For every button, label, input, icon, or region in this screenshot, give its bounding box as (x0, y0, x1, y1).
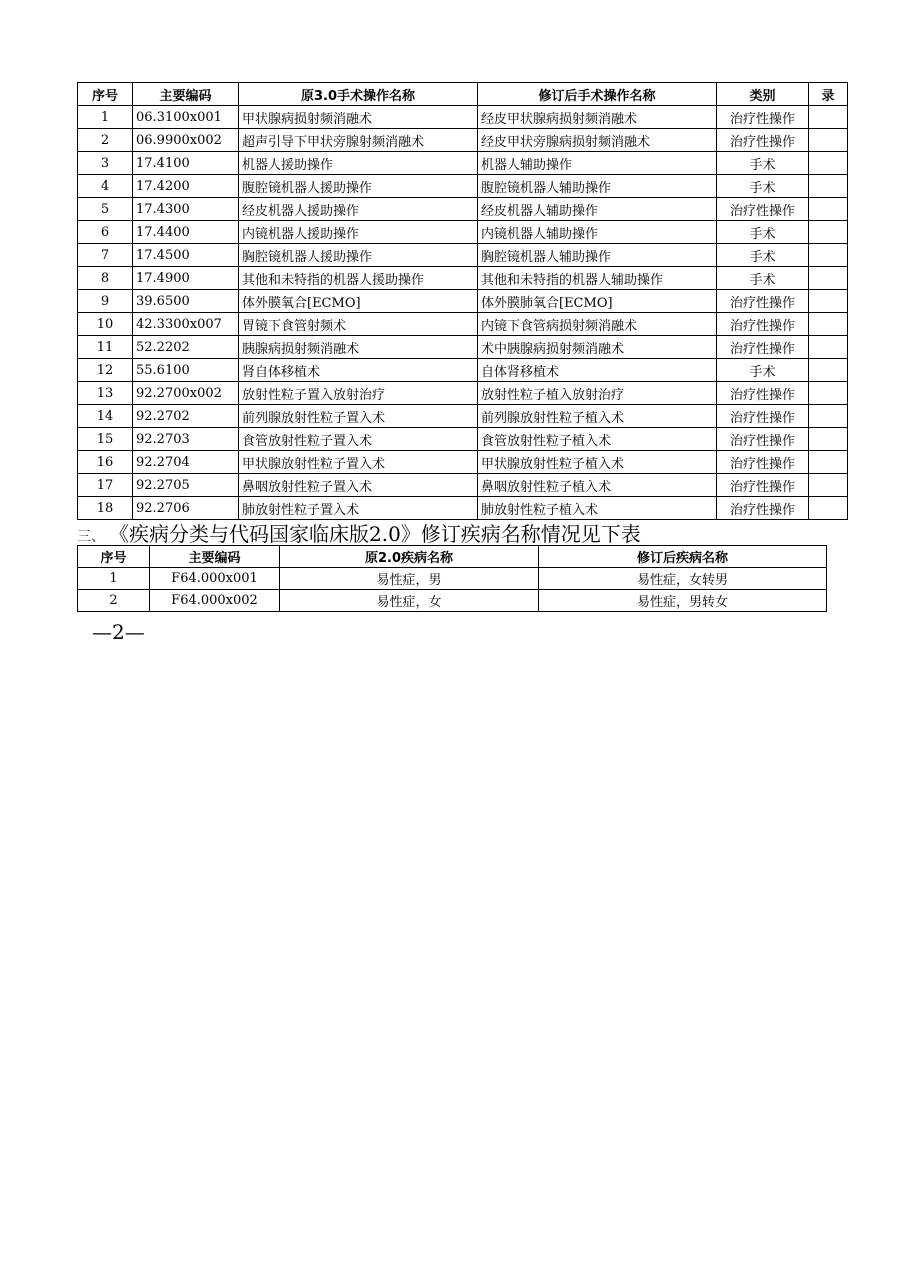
cell-cut-off (809, 198, 848, 221)
cell-code: 17.4900 (133, 267, 239, 290)
cell-original-name: 其他和未特指的机器人援助操作 (239, 267, 478, 290)
cell-category: 治疗性操作 (717, 106, 809, 129)
cell-seq: 17 (78, 474, 133, 497)
cell-seq: 1 (78, 106, 133, 129)
cell-code: F64.000x001 (150, 568, 280, 590)
cell-code: 06.3100x001 (133, 106, 239, 129)
cell-category: 治疗性操作 (717, 336, 809, 359)
cell-original-name: 体外膜氧合[ECMO] (239, 290, 478, 313)
cell-code: 92.2702 (133, 405, 239, 428)
cell-seq: 7 (78, 244, 133, 267)
cell-original-name: 前列腺放射性粒子置入术 (239, 405, 478, 428)
procedure-revision-table (77, 82, 848, 520)
cell-category: 治疗性操作 (717, 198, 809, 221)
section-title-text: 《疾病分类与代码国家临床版2.0》修订疾病名称情况见下表 (119, 522, 641, 546)
cell-revised-name: 前列腺放射性粒子植入术 (478, 405, 717, 428)
cell-cut-off (809, 106, 848, 129)
cell-revised-name: 经皮甲状旁腺病损射频消融术 (478, 129, 717, 152)
cell-original-name: 肺放射性粒子置入术 (239, 497, 478, 520)
cell-revised-name: 术中胰腺病损射频消融术 (478, 336, 717, 359)
cell-revised-name: 食管放射性粒子植入术 (478, 428, 717, 451)
cell-code: 17.4300 (133, 198, 239, 221)
cell-code: 92.2706 (133, 497, 239, 520)
cell-original-name: 超声引导下甲状旁腺射频消融术 (239, 129, 478, 152)
cell-cut-off (809, 451, 848, 474)
cell-original-name: 食管放射性粒子置入术 (239, 428, 478, 451)
cell-original-name: 鼻咽放射性粒子置入术 (239, 474, 478, 497)
table-row (78, 359, 848, 382)
cell-seq: 4 (78, 175, 133, 198)
cell-category: 手术 (717, 359, 809, 382)
cell-category: 治疗性操作 (717, 382, 809, 405)
cell-seq: 15 (78, 428, 133, 451)
cell-category: 治疗性操作 (717, 313, 809, 336)
cell-original-name: 胸腔镜机器人援助操作 (239, 244, 478, 267)
cell-code: 52.2202 (133, 336, 239, 359)
cell-original-name: 胰腺病损射频消融术 (239, 336, 478, 359)
cell-code: 92.2700x002 (133, 382, 239, 405)
cell-category: 手术 (717, 221, 809, 244)
cell-cut-off (809, 497, 848, 520)
cell-cut-off (809, 336, 848, 359)
cell-revised-name: 体外膜肺氧合[ECMO] (478, 290, 717, 313)
table-row (78, 405, 848, 428)
page-number: —2— (92, 620, 145, 644)
table-header-row (78, 83, 848, 106)
table-row (78, 221, 848, 244)
cell-seq: 13 (78, 382, 133, 405)
cell-original-name: 胃镜下食管射频术 (239, 313, 478, 336)
header-seq: 序号 (78, 83, 133, 106)
cell-cut-off (809, 244, 848, 267)
table-row (78, 474, 848, 497)
cell-seq: 1 (78, 568, 150, 590)
cell-seq: 14 (78, 405, 133, 428)
header-revised-name: 修订后疾病名称 (539, 546, 827, 568)
header-category: 类别 (717, 83, 809, 106)
cell-seq: 9 (78, 290, 133, 313)
table-row (78, 382, 848, 405)
cell-category: 治疗性操作 (717, 428, 809, 451)
cell-code: 42.3300x007 (133, 313, 239, 336)
table-row (78, 106, 848, 129)
table-row (78, 267, 848, 290)
cell-revised-name: 甲状腺放射性粒子植入术 (478, 451, 717, 474)
cell-code: 17.4400 (133, 221, 239, 244)
cell-revised-name: 经皮机器人辅助操作 (478, 198, 717, 221)
cell-code: 55.6100 (133, 359, 239, 382)
table-row (78, 451, 848, 474)
cell-original-name: 经皮机器人援助操作 (239, 198, 478, 221)
cell-original-name: 机器人援助操作 (239, 152, 478, 175)
cell-code: 92.2705 (133, 474, 239, 497)
header-code: 主要编码 (150, 546, 280, 568)
cell-revised-name: 胸腔镜机器人辅助操作 (478, 244, 717, 267)
cell-code: 39.6500 (133, 290, 239, 313)
cell-cut-off (809, 382, 848, 405)
cell-original-name: 放射性粒子置入放射治疗 (239, 382, 478, 405)
cell-seq: 12 (78, 359, 133, 382)
cell-original-name: 甲状腺病损射频消融术 (239, 106, 478, 129)
cell-cut-off (809, 428, 848, 451)
table-row (78, 244, 848, 267)
cell-revised-name: 内镜机器人辅助操作 (478, 221, 717, 244)
cell-revised-name: 自体肾移植术 (478, 359, 717, 382)
header-original-name: 原2.0疾病名称 (280, 546, 539, 568)
cell-cut-off (809, 129, 848, 152)
cell-code: F64.000x002 (150, 590, 280, 612)
cell-revised-name: 机器人辅助操作 (478, 152, 717, 175)
header-revised-name: 修订后手术操作名称 (478, 83, 717, 106)
cell-seq: 8 (78, 267, 133, 290)
cell-seq: 10 (78, 313, 133, 336)
cell-cut-off (809, 313, 848, 336)
table-row (78, 428, 848, 451)
cell-cut-off (809, 474, 848, 497)
cell-seq: 5 (78, 198, 133, 221)
cell-category: 手术 (717, 267, 809, 290)
cell-seq: 16 (78, 451, 133, 474)
cell-seq: 6 (78, 221, 133, 244)
cell-seq: 2 (78, 590, 150, 612)
table-row (78, 313, 848, 336)
cell-original-name: 内镜机器人援助操作 (239, 221, 478, 244)
cell-cut-off (809, 405, 848, 428)
cell-revised-name: 鼻咽放射性粒子植入术 (478, 474, 717, 497)
cell-cut-off (809, 267, 848, 290)
cell-seq: 11 (78, 336, 133, 359)
cell-category: 手术 (717, 152, 809, 175)
cell-category: 治疗性操作 (717, 474, 809, 497)
cell-category: 治疗性操作 (717, 290, 809, 313)
cell-code: 06.9900x002 (133, 129, 239, 152)
section-heading (77, 518, 641, 547)
table-row (78, 568, 827, 590)
cell-original-name: 易性症，女 (280, 590, 539, 612)
cell-seq: 2 (78, 129, 133, 152)
cell-revised-name: 其他和未特指的机器人辅助操作 (478, 267, 717, 290)
cell-cut-off (809, 175, 848, 198)
table-row (78, 175, 848, 198)
cell-revised-name: 易性症，男转女 (539, 590, 827, 612)
cell-code: 92.2703 (133, 428, 239, 451)
table-row (78, 497, 848, 520)
cell-category: 治疗性操作 (717, 405, 809, 428)
cell-seq: 3 (78, 152, 133, 175)
cell-revised-name: 腹腔镜机器人辅助操作 (478, 175, 717, 198)
section-number: 三、 (77, 529, 105, 545)
header-seq: 序号 (78, 546, 150, 568)
cell-cut-off (809, 152, 848, 175)
cell-original-name: 肾自体移植术 (239, 359, 478, 382)
table-row (78, 198, 848, 221)
header-cut-off: 录 (809, 83, 848, 106)
cell-category: 治疗性操作 (717, 497, 809, 520)
cell-category: 治疗性操作 (717, 451, 809, 474)
table-row (78, 129, 848, 152)
cell-cut-off (809, 359, 848, 382)
cell-cut-off (809, 221, 848, 244)
table-header-row (78, 546, 827, 568)
cell-original-name: 腹腔镜机器人援助操作 (239, 175, 478, 198)
cell-category: 手术 (717, 175, 809, 198)
cell-cut-off (809, 290, 848, 313)
cell-code: 17.4200 (133, 175, 239, 198)
cell-revised-name: 放射性粒子植入放射治疗 (478, 382, 717, 405)
cell-revised-name: 易性症，女转男 (539, 568, 827, 590)
table-row (78, 290, 848, 313)
table-row (78, 336, 848, 359)
cell-seq: 18 (78, 497, 133, 520)
table-row (78, 152, 848, 175)
table-row (78, 590, 827, 612)
disease-revision-table (77, 545, 827, 612)
cell-category: 治疗性操作 (717, 129, 809, 152)
cell-original-name: 易性症，男 (280, 568, 539, 590)
cell-code: 92.2704 (133, 451, 239, 474)
header-code: 主要编码 (133, 83, 239, 106)
cell-original-name: 甲状腺放射性粒子置入术 (239, 451, 478, 474)
procedure-table-container (77, 82, 835, 518)
cell-category: 手术 (717, 244, 809, 267)
cell-code: 17.4100 (133, 152, 239, 175)
header-original-name: 原3.0手术操作名称 (239, 83, 478, 106)
cell-revised-name: 肺放射性粒子植入术 (478, 497, 717, 520)
cell-code: 17.4500 (133, 244, 239, 267)
cell-revised-name: 经皮甲状腺病损射频消融术 (478, 106, 717, 129)
cell-revised-name: 内镜下食管病损射频消融术 (478, 313, 717, 336)
